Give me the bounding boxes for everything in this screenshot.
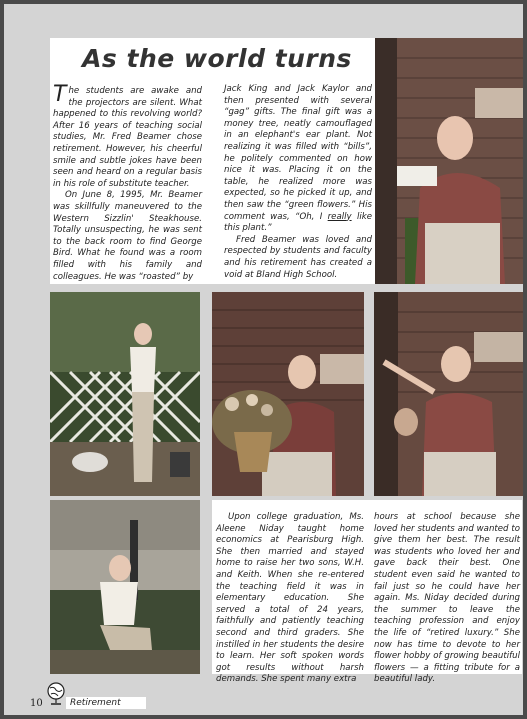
article-paragraph — [224, 84, 372, 235]
article-column-2 — [224, 84, 372, 281]
page-number: 10 — [30, 698, 43, 709]
article-paragraph: On June 8, 1995, Mr. Beamer was skillfully maneuvered to the Western Sizzlin' Steakhouse. Totally unsuspecting, he was sent to the back room to find George Bird. What he found was a room filled with his family and colleagues. He was “roasted” by — [53, 190, 202, 282]
photo-beamer-gift — [375, 38, 523, 284]
article-text: like this plant.” — [224, 211, 372, 234]
section-label: Retirement — [66, 697, 146, 709]
article-paragraph: Fred Beamer was loved and respected by students and faculty and his retirement has created a void at Bland High School. — [224, 234, 372, 280]
photo-beamer-gift-image — [375, 38, 523, 284]
article-column-3 — [216, 512, 364, 686]
photo-beamer-basket-image — [212, 292, 364, 496]
photo-woman-sitting-image — [50, 500, 200, 674]
article-column-1 — [53, 82, 202, 283]
article-title: As the world turns — [82, 44, 352, 73]
article-text-underlined: really — [327, 211, 352, 222]
article-paragraph — [53, 82, 202, 190]
article-text: he students are awake and the projectors are silent. What happened to this revolving world? After 16 years of teaching social studies, Mr. Fred Beamer chose retirement. However, his cheerful smile and subtle jokes have been seen and heard on a regular basis in his role of substitute teacher. — [53, 86, 202, 189]
article-paragraph: hours at school because she loved her students and wanted to give them her best. The result was students who loved her and gave back their best. One student even said he wanted to fail just so he could have her again. Ms. Niday decided during the summer to leave the teaching profession and enjoy the life of “retired luxury.” She now has time to devote to her flower hobby of growing beautiful flowers — a fitting tribute for a beautiful lady. — [374, 512, 520, 685]
photo-woman-lattice — [50, 292, 200, 496]
photo-beamer-basket — [212, 292, 364, 496]
photo-beamer-speaking-image — [374, 292, 523, 496]
article-text: Jack King and Jack Kaylor and then presented with several “gag” gifts. The final gift was a money tree, neatly camouflaged in an elephant's ear plant. Not realizing it was filled with “bills”, he politely commented on how nice it was. Placing it on the table, he realized more was expected, so he picked it up, and then saw the “green flowers.” His comment was, “Oh, I — [224, 84, 372, 222]
photo-woman-sitting — [50, 500, 200, 674]
article-column-4 — [374, 512, 520, 686]
article-paragraph: Upon college graduation, Ms. Aleene Niday taught home economics at Pearisburg High. She then married and stayed home to raise her two sons, W.H. and Keith. When she re-entered the teaching field it was in elementary education. She served a total of 24 years, faithfully and patiently teaching second and third graders. She instilled in her students the desire to learn. Her soft spoken words got results without harsh demands. She spent many extra — [216, 512, 364, 685]
drop-cap: T — [53, 82, 67, 107]
photo-woman-lattice-image — [50, 292, 200, 496]
yearbook-page — [4, 4, 523, 715]
globe-icon — [46, 682, 66, 706]
photo-beamer-speaking — [374, 292, 523, 496]
